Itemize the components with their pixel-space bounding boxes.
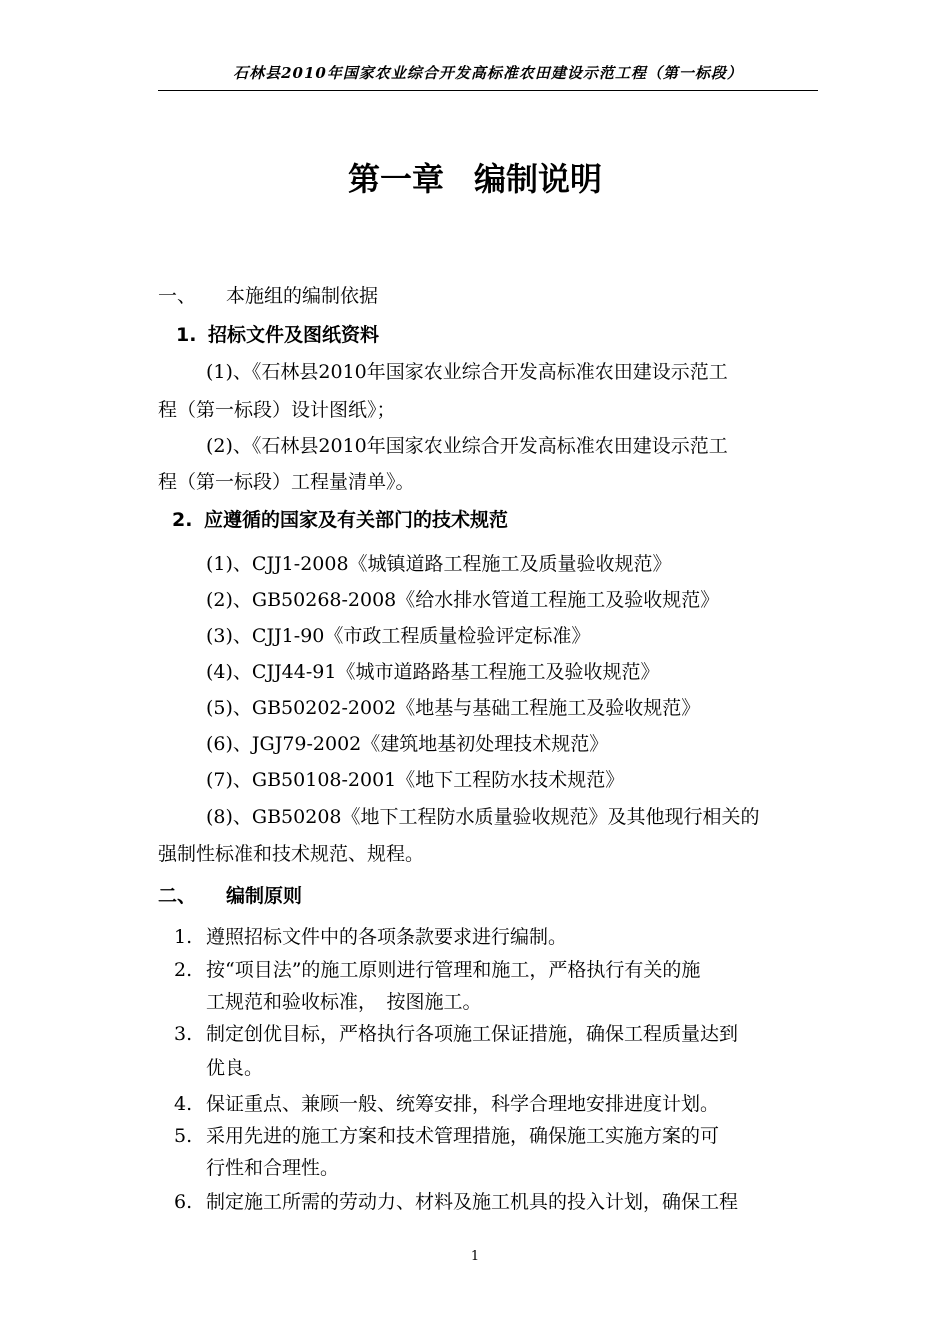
header-title: 石林县2010年国家农业综合开发高标准农田建设示范工程（第一标段）: [233, 64, 743, 82]
section-title: 本施组的编制依据: [226, 285, 379, 307]
standard-item: (8)、GB50208《地下工程防水质量验收规范》及其他现行相关的: [206, 806, 760, 828]
section-number: 二、: [158, 885, 197, 907]
subsection-heading: [172, 508, 508, 532]
paragraph-line: (2)、《石林县2010年国家农业综合开发高标准农田建设示范工: [206, 435, 728, 457]
standard-item: (7)、GB50108-2001《地下工程防水技术规范》: [206, 769, 625, 791]
principle-item: [174, 1124, 719, 1148]
item-number: 6.: [174, 1191, 193, 1213]
standard-item: (1)、CJJ1-2008《城镇道路工程施工及质量验收规范》: [206, 553, 672, 575]
page-number: 1: [470, 1249, 480, 1264]
item-text: 制定施工所需的劳动力、材料及施工机具的投入计划，确保工程: [206, 1191, 739, 1213]
item-number: 2.: [174, 959, 193, 981]
paragraph-line: 程（第一标段）设计图纸》；: [158, 399, 396, 421]
paragraph-line: 程（第一标段）工程量清单》。: [158, 471, 415, 493]
subsection-heading: [176, 323, 379, 347]
principle-item: [174, 925, 567, 949]
subsection-number: 1.: [176, 324, 197, 346]
standard-item: (4)、CJJ44-91《城市道路路基工程施工及验收规范》: [206, 661, 660, 683]
paragraph-line: 强制性标准和技术规范、规程。: [158, 843, 425, 865]
subsection-title: 招标文件及图纸资料: [208, 324, 380, 346]
section-number: 一、: [158, 285, 197, 307]
standard-item: (5)、GB50202-2002《地基与基础工程施工及验收规范》: [206, 697, 701, 719]
chapter-number: 第一章: [347, 160, 444, 198]
item-number: 1.: [174, 926, 193, 948]
principle-item: [174, 1022, 738, 1046]
principle-item: [174, 1092, 719, 1116]
item-number: 5.: [174, 1125, 193, 1147]
item-number: 3.: [174, 1023, 193, 1045]
subsection-number: 2.: [172, 509, 193, 531]
item-text: 制定创优目标，严格执行各项施工保证措施，确保工程质量达到: [206, 1023, 739, 1045]
subsection-title: 应遵循的国家及有关部门的技术规范: [204, 509, 509, 531]
section-heading-2: [158, 884, 302, 908]
principle-item: [174, 1190, 738, 1214]
item-text-continued: 工规范和验收标准， 按图施工。: [206, 991, 482, 1013]
chapter-title: [0, 154, 950, 200]
section-title: 编制原则: [226, 885, 303, 907]
standard-item: (6)、JGJ79-2002《建筑地基初处理技术规范》: [206, 733, 609, 755]
standard-item: (2)、GB50268-2008《给水排水管道工程施工及验收规范》: [206, 589, 720, 611]
section-heading-1: [158, 284, 378, 308]
item-number: 4.: [174, 1093, 193, 1115]
item-text-continued: 优良。: [206, 1057, 264, 1079]
standard-item: (3)、CJJ1-90《市政工程质量检验评定标准》: [206, 625, 591, 647]
item-text: 保证重点、兼顾一般、统筹安排，科学合理地安排进度计划。: [206, 1093, 720, 1115]
chapter-name: 编制说明: [474, 160, 603, 198]
page-header: [158, 56, 818, 91]
item-text-continued: 行性和合理性。: [206, 1157, 340, 1179]
item-text: 遵照招标文件中的各项条款要求进行编制。: [206, 926, 568, 948]
item-text: 采用先进的施工方案和技术管理措施，确保施工实施方案的可: [206, 1125, 720, 1147]
paragraph-line: (1)、《石林县2010年国家农业综合开发高标准农田建设示范工: [206, 361, 728, 383]
principle-item: [174, 958, 700, 982]
item-text: 按“项目法”的施工原则进行管理和施工，严格执行有关的施: [206, 959, 701, 981]
